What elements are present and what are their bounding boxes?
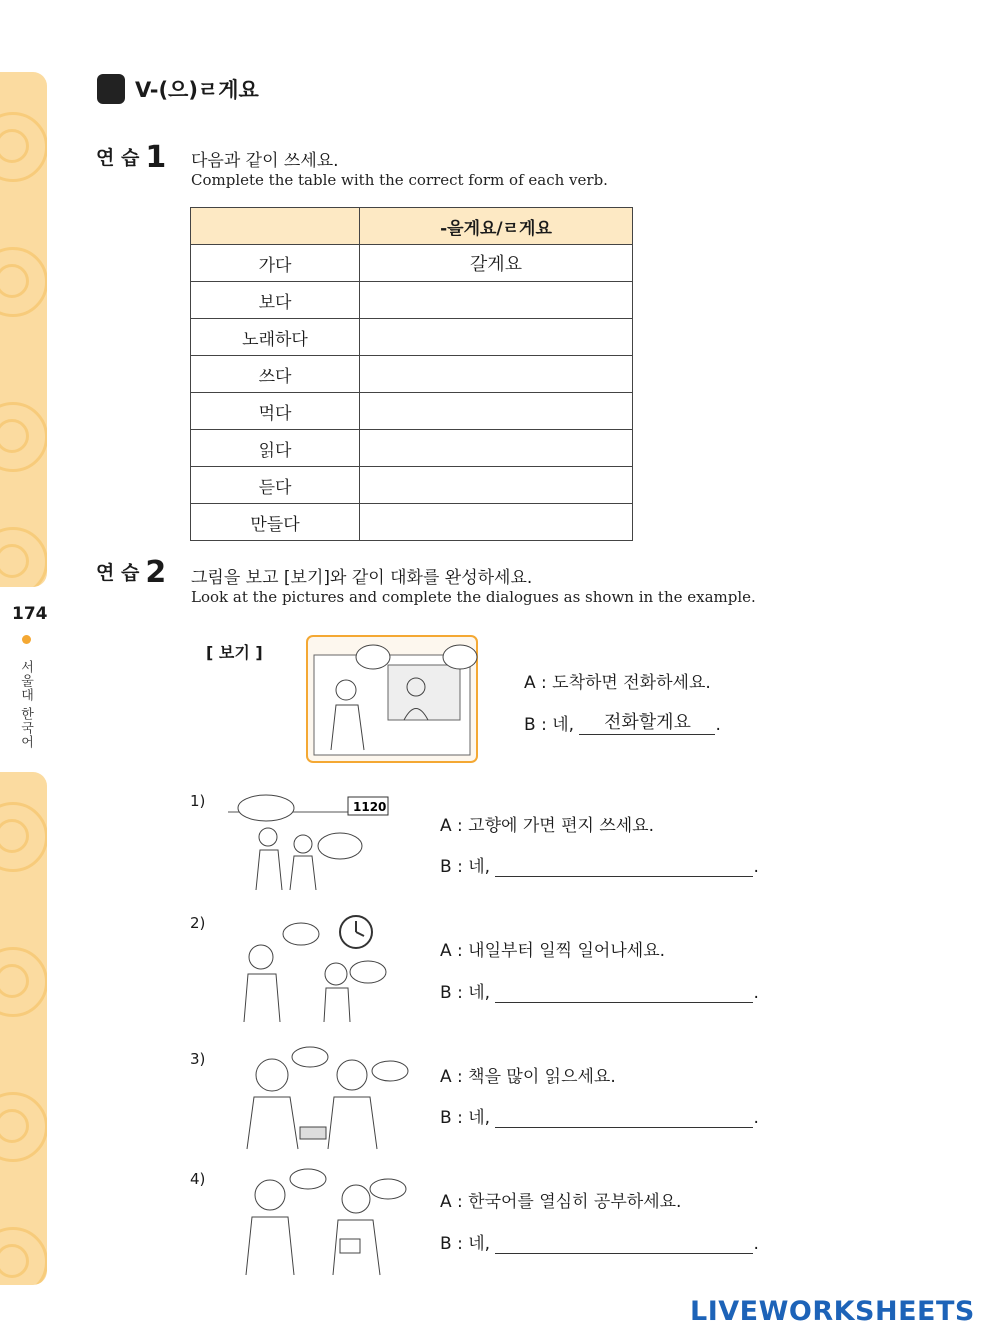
answer-cell[interactable] <box>360 319 633 356</box>
book-title: 서울대 한국어 <box>18 660 33 750</box>
table-row <box>191 245 633 282</box>
item-3-line-a: A : 책을 많이 읽으세요. <box>440 1067 616 1087</box>
item-4-line-a: A : 한국어를 열심히 공부하세요. <box>440 1192 682 1212</box>
item-2-number: 2) <box>190 914 206 932</box>
item-4-number: 4) <box>190 1170 206 1188</box>
answer-cell[interactable] <box>360 504 633 541</box>
bullet-dot <box>22 635 31 644</box>
item-3-books-illustration <box>232 1045 412 1151</box>
table-row <box>191 467 633 504</box>
item-4-line-b: B : 네, . <box>440 1234 759 1254</box>
table-row <box>191 504 633 541</box>
item-4-study-illustration <box>238 1165 410 1277</box>
answer-cell[interactable] <box>360 467 633 504</box>
answer-cell[interactable] <box>360 430 633 467</box>
example-train-illustration <box>306 635 478 763</box>
answer-cell[interactable]: 갈게요 <box>360 245 633 282</box>
conjugation-table <box>190 207 633 541</box>
item-3-line-b: B : 네, . <box>440 1108 759 1128</box>
verb-cell: 노래하다 <box>191 319 360 356</box>
page-number: 174 <box>12 604 48 624</box>
exercise-1-label: 연 습 1 <box>96 140 167 175</box>
answer-cell[interactable] <box>360 282 633 319</box>
exercise-2-instruction-ko: 그림을 보고 [보기]와 같이 대화를 완성하세요. <box>191 568 533 588</box>
table-row <box>191 356 633 393</box>
item-2-answer-blank[interactable] <box>495 982 753 1003</box>
example-label: [ 보기 ] <box>206 643 263 662</box>
section-badge-icon <box>97 74 125 104</box>
item-2-clock-illustration <box>236 912 396 1024</box>
item-1-answer-blank[interactable] <box>495 856 753 877</box>
table-header-empty <box>191 208 360 245</box>
exercise-2-label: 연 습 2 <box>96 555 167 590</box>
answer-cell[interactable] <box>360 393 633 430</box>
table-row <box>191 282 633 319</box>
verb-cell: 만들다 <box>191 504 360 541</box>
station-sign: 1120 <box>353 800 387 814</box>
verb-cell: 가다 <box>191 245 360 282</box>
example-answer: 전화할게요 <box>579 708 715 735</box>
item-2-line-b: B : 네, . <box>440 983 759 1003</box>
item-3-answer-blank[interactable] <box>495 1107 753 1128</box>
answer-cell[interactable] <box>360 356 633 393</box>
section-title: V-(으)ㄹ게요 <box>135 78 259 102</box>
item-4-answer-blank[interactable] <box>495 1233 753 1254</box>
example-line-b: B : 네, 전화할게요 . <box>524 708 721 735</box>
item-1-number: 1) <box>190 792 206 810</box>
item-2-line-a: A : 내일부터 일찍 일어나세요. <box>440 941 666 961</box>
decorative-band-top <box>0 72 47 587</box>
exercise-2-instruction-en: Look at the pictures and complete the dialogues as shown in the example. <box>191 588 756 606</box>
table-row <box>191 430 633 467</box>
table-header-row <box>191 208 633 245</box>
verb-cell: 듣다 <box>191 467 360 504</box>
table-row <box>191 393 633 430</box>
item-3-number: 3) <box>190 1050 206 1068</box>
item-1-line-a: A : 고향에 가면 편지 쓰세요. <box>440 816 654 836</box>
exercise-1-instruction-en: Complete the table with the correct form of each verb. <box>191 171 608 189</box>
item-1-line-b: B : 네, . <box>440 857 759 877</box>
decorative-band-bottom <box>0 772 47 1285</box>
verb-cell: 읽다 <box>191 430 360 467</box>
verb-cell: 먹다 <box>191 393 360 430</box>
verb-cell: 쓰다 <box>191 356 360 393</box>
table-row <box>191 319 633 356</box>
table-header-ending: -을게요/ㄹ게요 <box>360 208 633 245</box>
example-line-a: A : 도착하면 전화하세요. <box>524 673 711 693</box>
item-1-station-illustration <box>228 792 390 892</box>
exercise-1-instruction-ko: 다음과 같이 쓰세요. <box>191 151 339 171</box>
liveworksheets-logo[interactable]: LIVEWORKSHEETS <box>690 1296 975 1327</box>
verb-cell: 보다 <box>191 282 360 319</box>
